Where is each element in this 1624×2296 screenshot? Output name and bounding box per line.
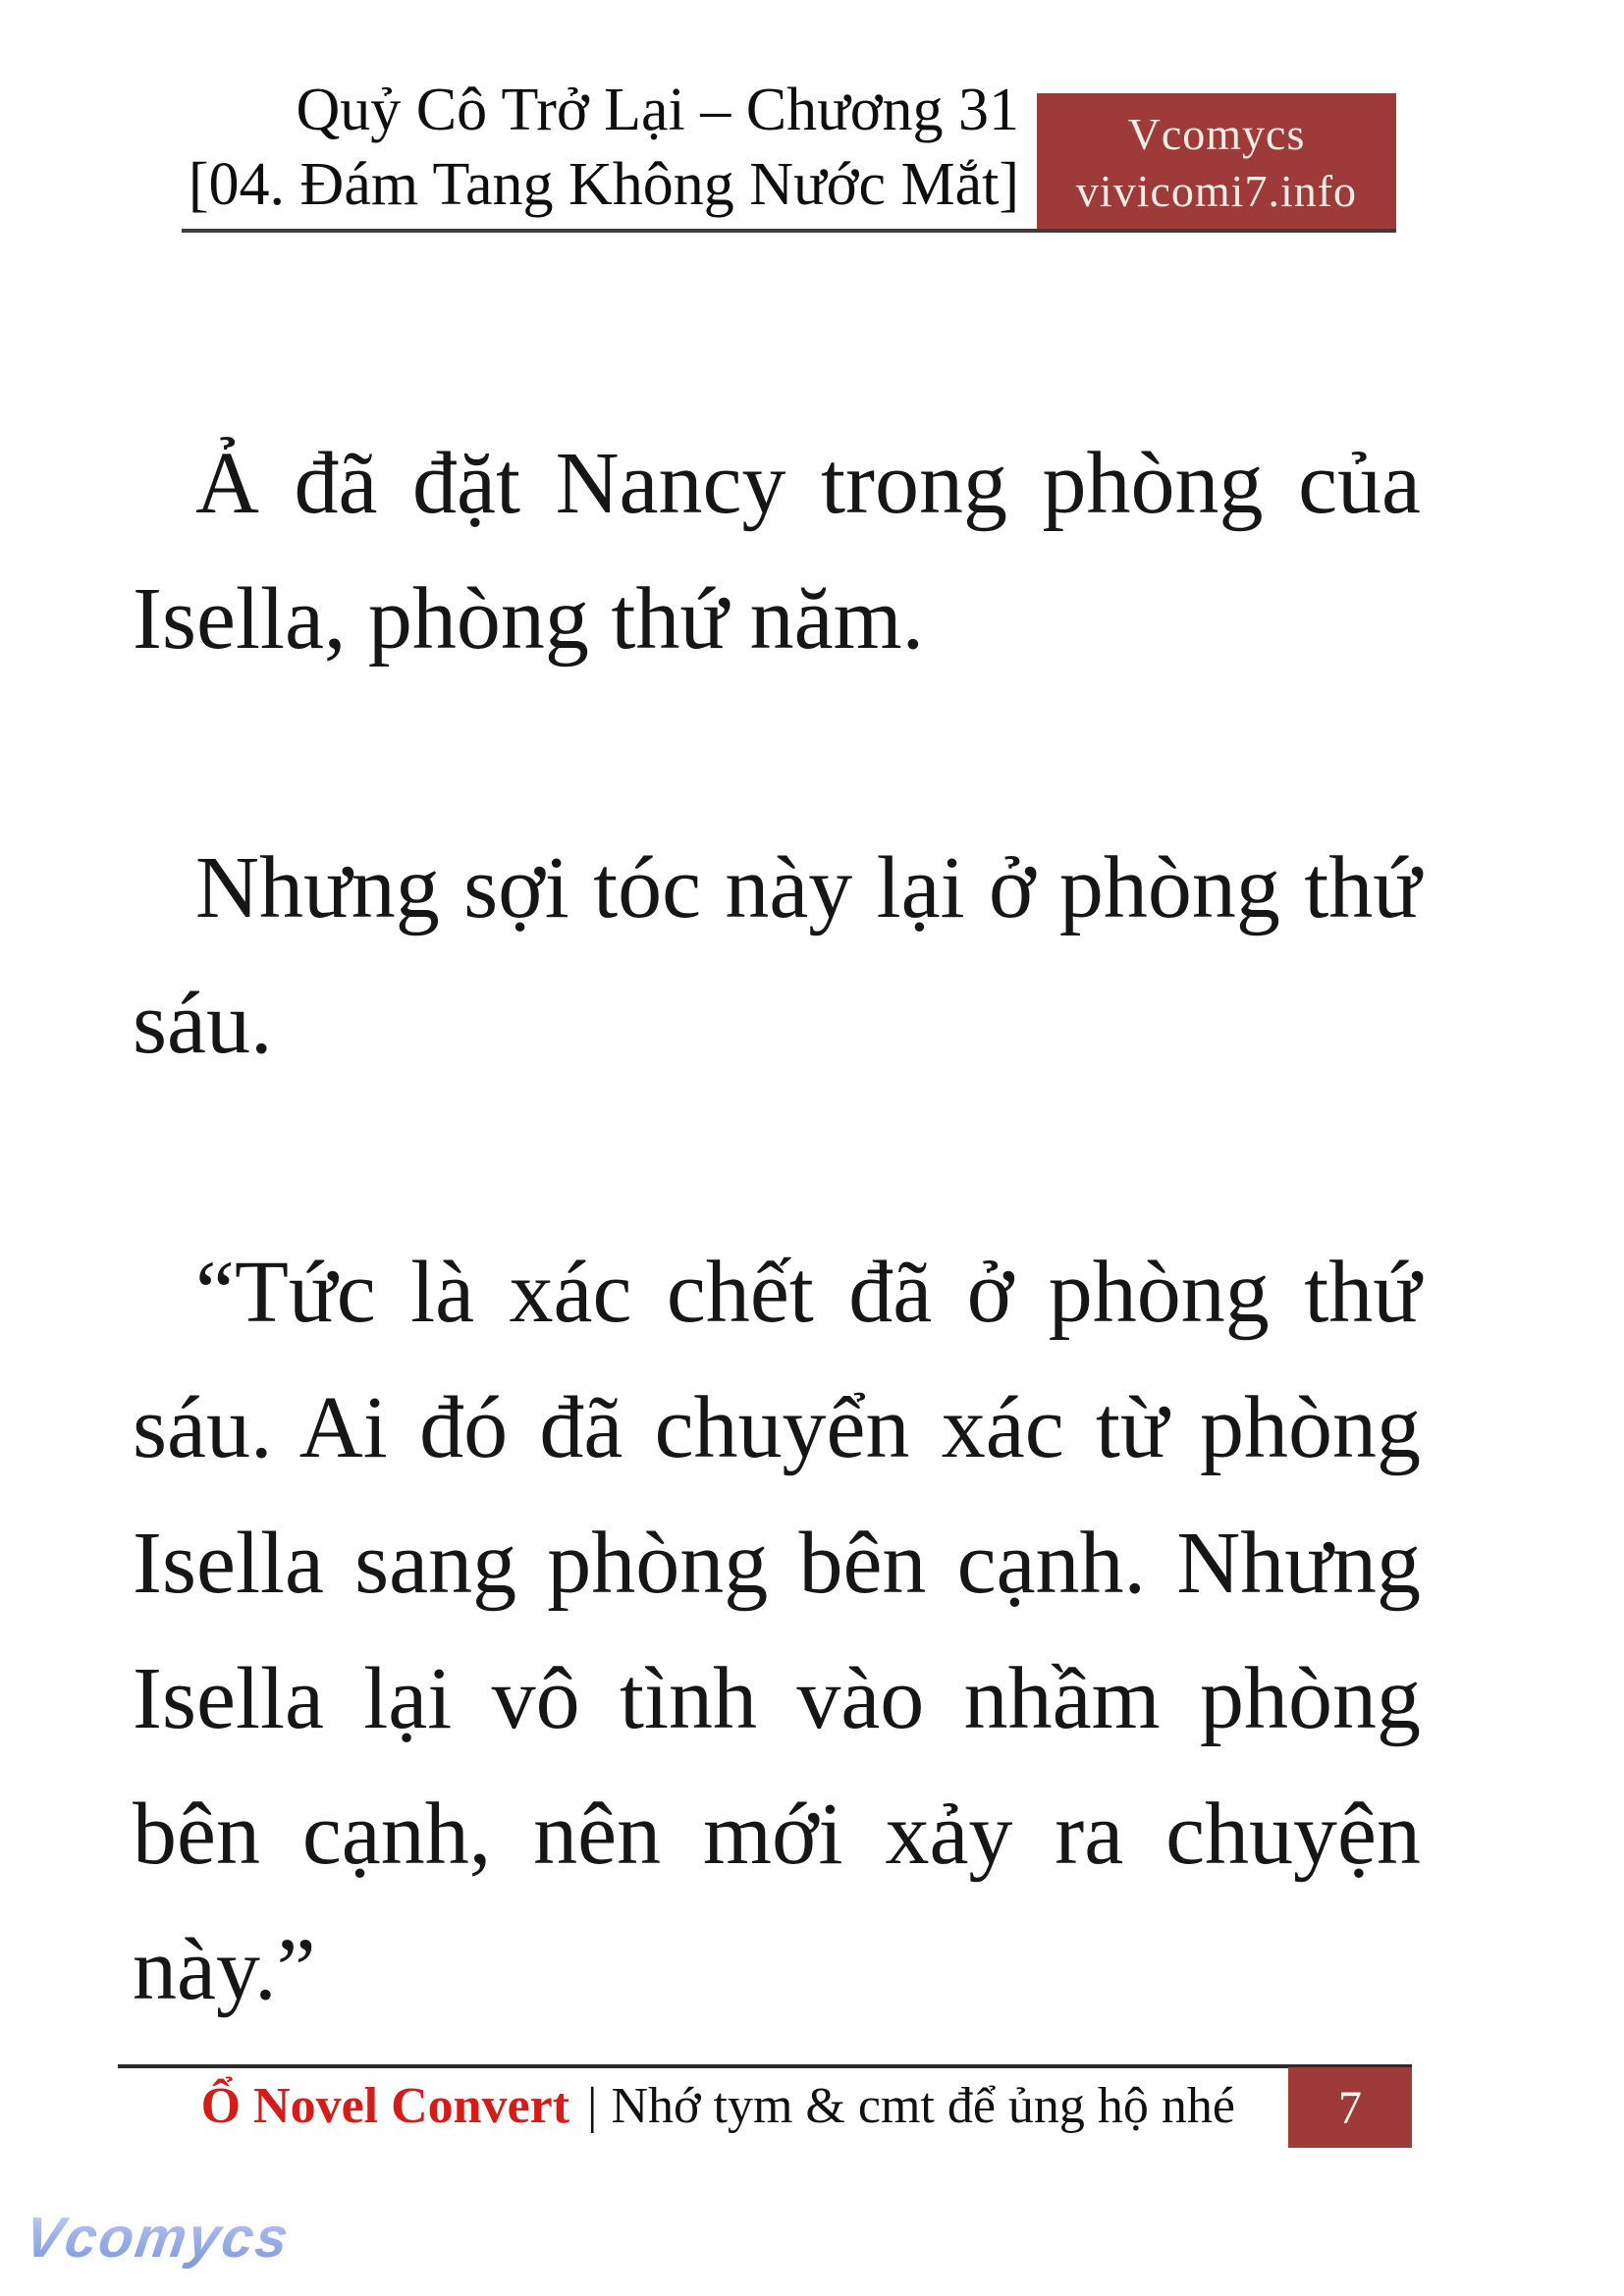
paragraph-2 [133, 821, 1421, 1092]
paragraph-2-line-1: Nhưng sợi tóc này lại ở phòng thứ [195, 839, 1421, 936]
footer-divider [118, 2064, 1412, 2068]
chapter-title-line1: Quỷ Cô Trở Lại – Chương 31 [296, 77, 1019, 143]
site-badge-name: Vcomycs [1127, 109, 1306, 159]
paragraph-3-line-1: “Tức là xác chết đã ở phòng thứ [195, 1244, 1421, 1341]
paragraph-1 [133, 416, 1421, 687]
vcomycs-watermark-logo: Vcomycs [21, 2206, 295, 2269]
footer-credit [0, 2075, 1235, 2138]
header-divider [182, 229, 1396, 233]
paragraph-3-line-6: này.” [133, 1921, 316, 2018]
page-number-badge [1288, 2067, 1412, 2148]
page-number: 7 [1338, 2081, 1362, 2134]
paragraph-3-line-5: bên cạnh, nên mới xảy ra chuyện [133, 1786, 1421, 1883]
footer-separator: | [587, 2078, 598, 2134]
paragraph-1-line-2: Isella, phòng thứ năm. [133, 570, 925, 667]
footer-brand-name: Ổ Novel Convert [200, 2078, 570, 2134]
footer-note: Nhớ tym & cmt để ủng hộ nhé [611, 2078, 1235, 2134]
site-badge-url: vivicomi7.info [1075, 166, 1358, 216]
paragraph-3-line-3: Isella sang phòng bên cạnh. Nhưng [133, 1515, 1421, 1612]
chapter-subtitle-line2: [04. Đám Tang Không Nước Mắt] [188, 151, 1019, 218]
paragraph-1-line-1: Ả đã đặt Nancy trong phòng của [195, 435, 1421, 532]
site-badge [1037, 93, 1396, 233]
paragraph-3 [133, 1225, 1421, 2038]
paragraph-3-line-2: sáu. Ai đó đã chuyển xác từ phòng [133, 1379, 1421, 1476]
paragraph-2-line-2: sáu. [133, 975, 273, 1072]
chapter-title [0, 73, 1019, 222]
paragraph-3-line-4: Isella lại vô tình vào nhầm phòng [133, 1650, 1421, 1747]
page-body [133, 416, 1421, 2038]
